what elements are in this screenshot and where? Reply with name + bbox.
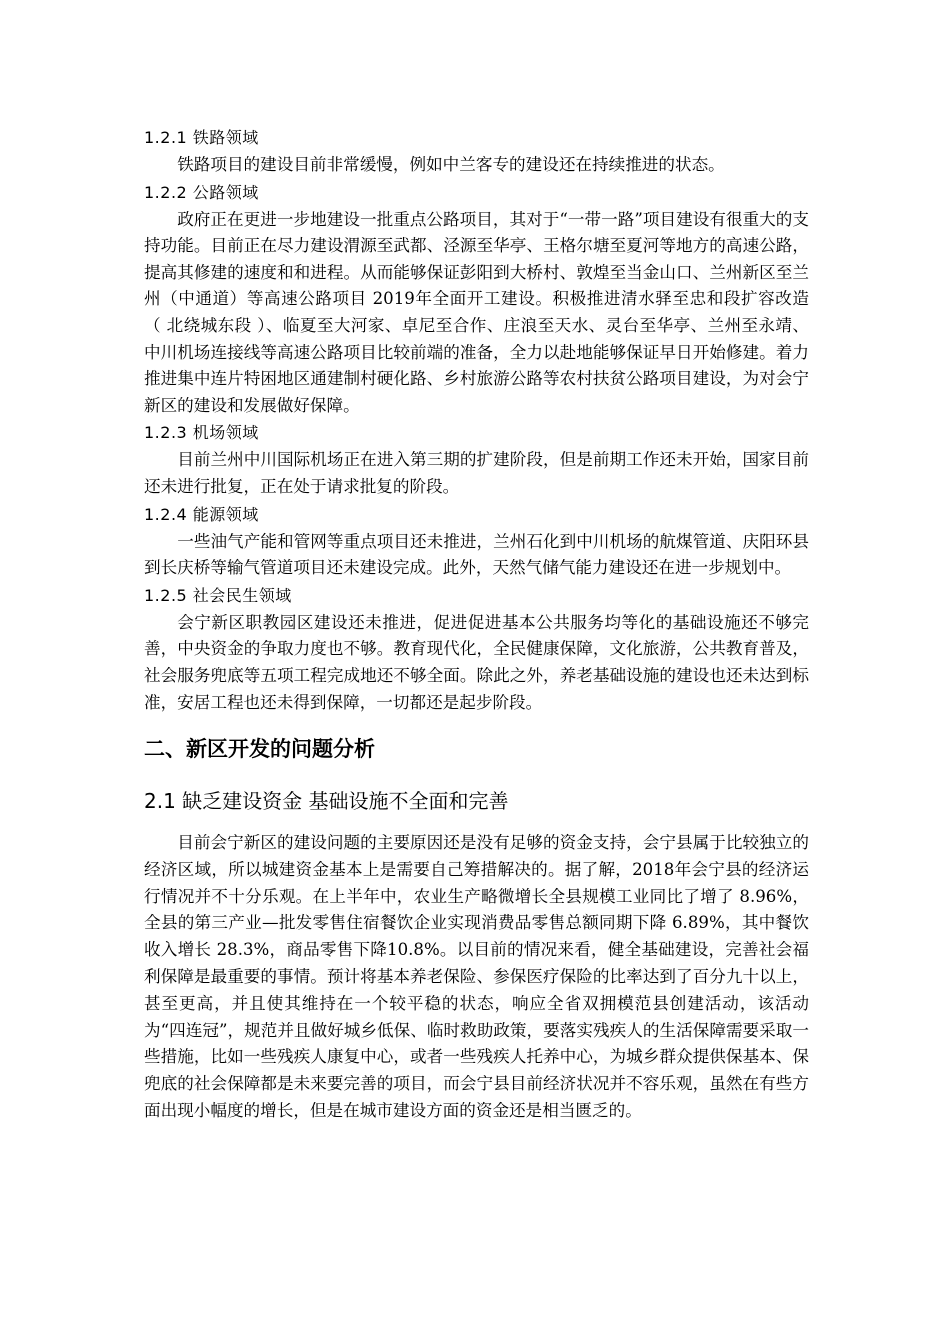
document-content [144, 124, 809, 1125]
section-body-energy: 一些油气产能和管网等重点项目还未推进，兰州石化到中川机场的航煤管道、庆阳环县到长庆桥等输气管道项目还未建设完成。此外，天然气储气能力建设还在进一步规划中。 [144, 531, 809, 578]
section-body-highway: 政府正在更进一步地建设一批重点公路项目，其对于“一带一路”项目建设有很重大的支持功能。目前正在尽力建设渭源至武都、泾源至华亭、王格尔塘至夏河等地方的高速公路，提高其修建的速度和和进程。从而能够保证彭阳到大桥村、敦煌至当金山口、兰州新区至兰州（中通道）等高速公路项目 2019年全面开工建设。积极推进清水驿至忠和段扩容改造 （ 北绕城东段 ）、临夏至大河家、卓尼至合作、庄浪至天水、灵台至华亭、兰州至永靖、中川机场连接线等高速公路项目比较前端的准备，全力以赴地能够保证早日开始修建。着力推进集中连片特困地区通建制村硬化路、乡村旅游公路等农村扶贫公路项目建设，为对会宁新区的建设和发展做好保障。 [144, 209, 809, 415]
section-body-funding: 目前会宁新区的建设问题的主要原因还是没有足够的资金支持，会宁县属于比较独立的经济区域，所以城建资金基本上是需要自己筹措解决的。据了解，2018年会宁县的经济运行情况并不十分乐观。在上半年中，农业生产略微增长全县规模工业同比了增了 8.96%，全县的第三产业—批发零售住宿餐饮企业实现消费品零售总额同期下降 6.89%，其中餐饮收入增长 28.3%，商品零售下降10.8%。以目前的情况来看，健全基础建设，完善社会福利保障是最重要的事情。预计将基本养老保险、参保医疗保险的比率达到了百分九十以上，甚至更高，并且使其维持在一个较平稳的状态，响应全省双拥模范县创建活动，该活动为“四连冠”，规范并且做好城乡低保、临时救助政策，要落实残疾人的生活保障需要采取一些措施，比如一些残疾人康复中心，或者一些残疾人托养中心，为城乡群众提供保基本、保兜底的社会保障都是未来要完善的项目，而会宁县目前经济状况并不容乐观，虽然在有些方面出现小幅度的增长，但是在城市建设方面的资金还是相当匮乏的。 [144, 833, 809, 1121]
section-heading-energy: 1.2.4 能源领域 [144, 504, 259, 524]
section-body-airport: 目前兰州中川国际机场正在进入第三期的扩建阶段，但是前期工作还未开始，国家目前还未进行批复，正在处于请求批复的阶段。 [144, 450, 809, 496]
section-body-railway: 铁路项目的建设目前非常缓慢，例如中兰客专的建设还在持续推进的状态。 [177, 155, 725, 174]
section-heading-railway: 1.2.1 铁路领域 [144, 128, 259, 147]
section-heading-livelihood: 1.2.5 社会民生领域 [144, 585, 292, 605]
section-body-livelihood: 会宁新区职教园区建设还未推进，促进促进基本公共服务均等化的基础设施还不够完善，中央资金的争取力度也不够。教育现代化，全民健康保障，文化旅游，公共教育普及，社会服务兜底等五项工程完成地还不够全面。除此之外，养老基础设施的建设也还未达到标准，安居工程也还未得到保障，一切都还是起步阶段。 [144, 612, 809, 712]
chapter-title: 二、新区开发的问题分析 [144, 737, 375, 762]
section-heading-highway: 1.2.2 公路领域 [144, 182, 259, 202]
section-title: 2.1 缺乏建设资金 基础设施不全面和完善 [144, 789, 509, 814]
section-heading-airport: 1.2.3 机场领域 [144, 423, 259, 443]
